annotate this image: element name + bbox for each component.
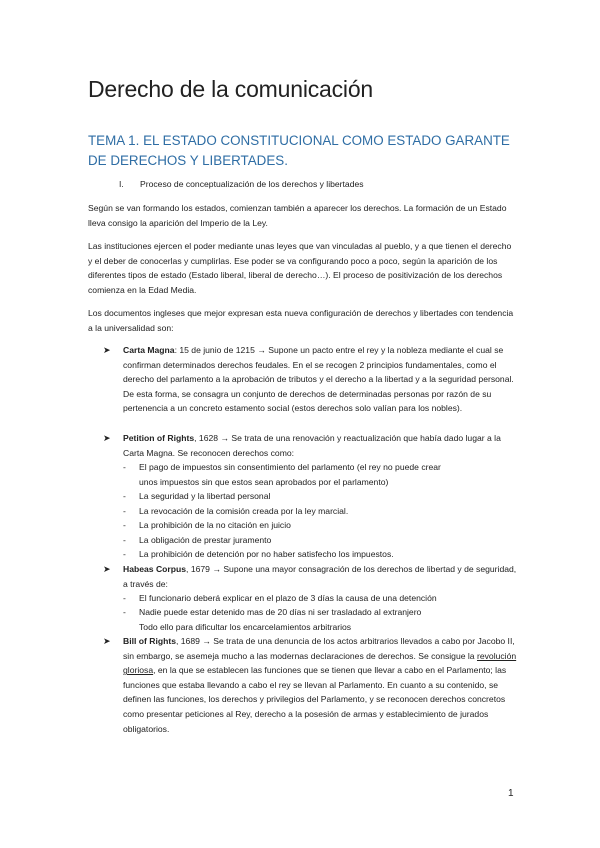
dash-icon: - [123, 549, 126, 559]
petition-name: Petition of Rights [123, 433, 195, 443]
petition-item-5: - La obligación de prestar juramento [123, 533, 518, 548]
section-number: I. [119, 179, 124, 189]
document-title: Derecho de la comunicación [88, 76, 374, 102]
habeas-item-1: - El funcionario deberá explicar en el plazo de 3 días la causa de una detención [123, 591, 518, 606]
habeas-text: → Supone una mayor consagración de los derechos de libertad y de seguridad, a través de: [123, 564, 517, 589]
paragraph-1: Según se van formando los estados, comienzan también a aparecer los derechos. La formación de un Estado lleva consigo la aparición del Imperio de la Ley. [88, 203, 507, 228]
section-heading [88, 179, 364, 189]
dash-icon: - [123, 535, 126, 545]
dash-icon: - [123, 506, 126, 516]
arrow-bullet-icon: ➤ [103, 564, 111, 574]
dash-icon: - [123, 607, 126, 617]
habeas-item-cont: Todo ello para dificultar los encarcelamientos arbitrarios [139, 622, 352, 632]
bullet-habeas-corpus [103, 562, 518, 591]
bill-text-a: → Se trata de una denuncia de los actos arbitrarios llevados a cabo por Jacobo II, sin embargo, se asemeja mucho a las modernas declaraciones de derechos. Se consigue la [123, 636, 515, 661]
bill-name: Bill of Rights [123, 636, 176, 646]
arrow-bullet-icon: ➤ [103, 433, 111, 443]
arrow-bullet-icon: ➤ [103, 345, 111, 355]
revolucion-gloriosa-link[interactable]: revolución gloriosa [123, 650, 517, 676]
paragraph-2: Las instituciones ejercen el poder mediante unas leyes que van vinculadas al pueblo, y a que tienen el derecho y el deber de conocerlas y cumplirlas. Ese poder se va configurando poco a poco, según la aparición de los diferentes tipos de estado (Estado liberal, liberal de derecho…). El proceso de positivización de los derechos comienza en la Edad Media. [88, 241, 512, 295]
habeas-date: , 1679 [186, 564, 210, 574]
dash-icon: - [123, 462, 126, 472]
petition-item-6: - La prohibición de detención por no haber satisfecho los impuestos. [123, 547, 518, 562]
dash-icon: - [123, 520, 126, 530]
petition-item-1: - El pago de impuestos sin consentimiento del parlamento (el rey no puede crear [123, 460, 518, 475]
petition-text: → Se trata de una renovación y reactualización que había dado lugar a la Carta Magna. Se reconocen derechos como: [123, 433, 501, 458]
section-title: Proceso de conceptualización de los derechos y libertades [140, 179, 364, 189]
petition-item-1-cont: unos impuestos sin que estos sean aprobados por el parlamento) [139, 477, 389, 487]
bullet-carta-magna [103, 343, 518, 416]
petition-item-2: - La seguridad y la libertad personal [123, 489, 518, 504]
paragraph-3: Los documentos ingleses que mejor expresan esta nueva configuración de derechos y libertades con tendencia a la universalidad son: [88, 308, 514, 333]
dash-icon: - [123, 593, 126, 603]
petition-item-3: - La revocación de la comisión creada por la ley marcial. [123, 504, 518, 519]
page-number: 1 [508, 788, 514, 799]
tema-heading: TEMA 1. EL ESTADO CONSTITUCIONAL COMO ESTADO GARANTE DE DERECHOS Y LIBERTADES. [88, 133, 510, 168]
habeas-item-2: - Nadie puede estar detenido mas de 20 días ni ser trasladado al extranjero [123, 605, 518, 620]
petition-item-4: - La prohibición de la no citación en juicio [123, 518, 518, 533]
bill-text-b: , en la que se establecen las funciones que se tienen que llevar a cabo en el Parlamento; las funciones que estaba llevando a cabo el rey se llevan al Parlamento. En cuanto a su contenido, se definen las funciones, los derechos y privilegios del Parlamento, y se reconocen derechos concretos como presentar peticiones al Rey, derecho a la posesión de armas y establecimiento de jurados obligatorios. [123, 665, 507, 734]
dash-icon: - [123, 491, 126, 501]
petition-date: , 1628 [194, 433, 219, 443]
arrow-bullet-icon: ➤ [103, 636, 111, 646]
bullet-bill-of-rights [103, 634, 518, 736]
carta-magna-text: → Supone un pacto entre el rey y la nobleza mediante el cual se confirman determinados derechos feudales. En el se recogen 2 principios fundamentales, como el derecho del parlamento a la aprobación de tributos y el derecho a la libertad y a la seguridad personal. De esta forma, se consagra un conjunto de derechos de determinadas personas por razón de su pertenencia a un concreto estamento social (estos derechos solo valían para los nobles). [123, 345, 514, 414]
carta-magna-date: : 15 de junio de 1215 [174, 345, 255, 355]
bill-date: , 1689 [176, 636, 200, 646]
carta-magna-name: Carta Magna [123, 345, 175, 355]
bullet-petition-of-rights [103, 431, 518, 460]
habeas-name: Habeas Corpus [123, 564, 187, 574]
